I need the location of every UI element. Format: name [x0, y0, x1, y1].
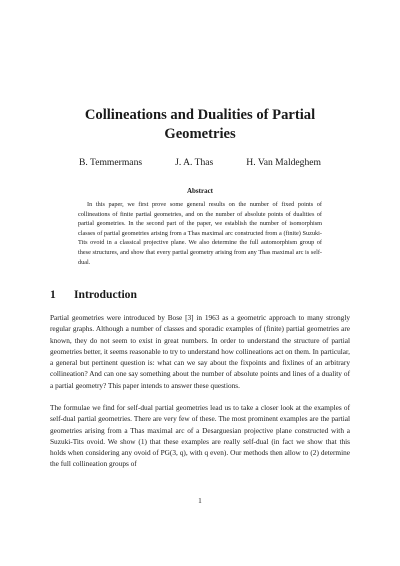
abstract-text: In this paper, we first prove some general results on the number of fixed points of collineations of finite partial geometries, and on the number of absolute points of dualities of partial geometries. In the second part of the paper, we establish the number of isomorphism classes of partial geometries arising from a Thas maximal arc constructed from a (finite) Suzuki-Tits ovoid in a classical projective plane. We also determine the full automorphism group of these structures, and show that every partial geometry arising from any Thas maximal arc is self-dual.: [78, 201, 322, 266]
section-title: Introduction: [74, 288, 137, 301]
abstract-heading: Abstract: [186, 187, 214, 195]
body-paragraph: The formulae we find for self-dual partial geometries lead us to take a closer look at the examples of self-dual partial geometries. There are very few of these. The most prominent examples are the partial geometries arising from a Thas maximal arc of a Desarguesian projective plane constructed with a Suzuki-Tits ovoid. We show (1) that these examples are really self-dual (in fact we show that this holds when considering any ovoid of PG(3, q), with q even). Our methods then allow to (2) determine the full collineation groups of: [50, 403, 350, 469]
section-number: 1: [50, 288, 56, 301]
author-name: J. A. Thas: [175, 157, 214, 168]
author-name: H. Van Maldeghem: [246, 157, 321, 168]
paper-title: Collineations and Dualities of Partial Geometries: [84, 107, 316, 142]
section-heading: [50, 288, 350, 301]
page-number: 1: [198, 496, 202, 505]
body-paragraph: Partial geometries were introduced by Bose [3] in 1963 as a geometric approach to many strongly regular graphs. Although a number of classes and sporadic examples of (finite) partial geometries are known, they do not seem to exist in great numbers. In order to understand the structure of partial geometries better, it seems reasonable to try to understand how collineations act on them. In particular, a general but pertinent question is: what can we say about the fixpoints and fixlines of an arbitrary collineation? And can one say something about the number of absolute points and lines of a duality of a partial geometry? This paper intends to answer these questions.: [50, 313, 350, 390]
author-list: [60, 157, 340, 168]
author-name: B. Temmermans: [79, 157, 143, 168]
